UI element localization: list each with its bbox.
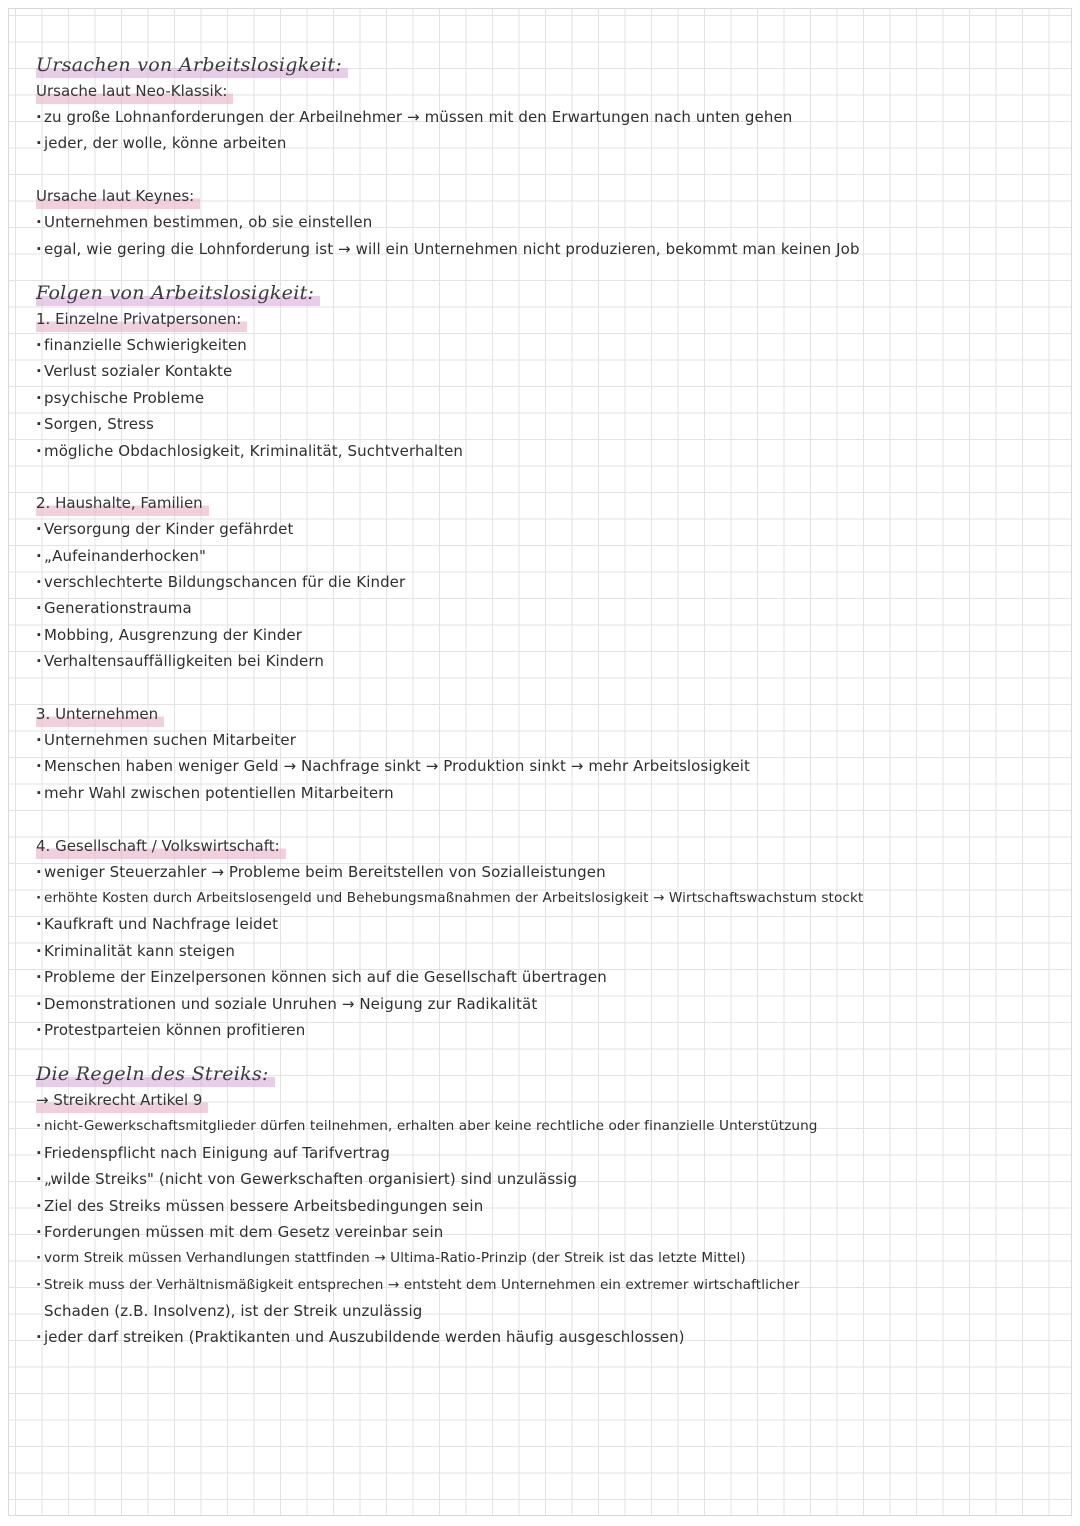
list-item: · Generationstrauma	[36, 595, 1072, 621]
list-item: · Menschen haben weniger Geld → Nachfrage sinkt → Produktion sinkt → mehr Arbeitslosigkeit	[36, 753, 1072, 779]
heading-keynes: Ursache laut Keynes:	[36, 183, 200, 209]
heading-privatpersonen: 1. Einzelne Privatpersonen:	[36, 306, 247, 332]
list-item: · „Aufeinanderhocken"	[36, 543, 1072, 569]
list-item: · psychische Probleme	[36, 385, 1072, 411]
section-ursachen	[36, 52, 1072, 262]
section-title-folgen: Folgen von Arbeitslosigkeit:	[36, 280, 320, 306]
heading-gesellschaft: 4. Gesellschaft / Volkswirtschaft:	[36, 833, 286, 859]
list-item: · Ziel des Streiks müssen bessere Arbeitsbedingungen sein	[36, 1193, 1072, 1219]
list-streik	[36, 1113, 1072, 1351]
list-item: · jeder, der wolle, könne arbeiten	[36, 130, 1072, 156]
list-item: · verschlechterte Bildungschancen für die Kinder	[36, 569, 1072, 595]
list-item: · Streik muss der Verhältnismäßigkeit entsprechen → entsteht dem Unternehmen ein extremer wirtschaftlicher	[36, 1272, 1072, 1298]
section-folgen	[36, 280, 1072, 1043]
list-item: · „wilde Streiks" (nicht von Gewerkschaften organisiert) sind unzulässig	[36, 1166, 1072, 1192]
list-item: · Kaufkraft und Nachfrage leidet	[36, 911, 1072, 937]
list-item: · vorm Streik müssen Verhandlungen stattfinden → Ultima-Ratio-Prinzip (der Streik ist das letzte Mittel)	[36, 1245, 1072, 1271]
list-item: · mehr Wahl zwischen potentiellen Mitarbeitern	[36, 780, 1072, 806]
heading-haushalte: 2. Haushalte, Familien	[36, 490, 209, 516]
list-item: · finanzielle Schwierigkeiten	[36, 332, 1072, 358]
notes-content	[36, 52, 1072, 1351]
list-item: · Mobbing, Ausgrenzung der Kinder	[36, 622, 1072, 648]
list-item: · Verhaltensauffälligkeiten bei Kindern	[36, 648, 1072, 674]
list-item: · Friedenspflicht nach Einigung auf Tarifvertrag	[36, 1140, 1072, 1166]
section-title-streik: Die Regeln des Streiks:	[36, 1061, 275, 1087]
list-item: · mögliche Obdachlosigkeit, Kriminalität, Suchtverhalten	[36, 438, 1072, 464]
section-streik	[36, 1061, 1072, 1351]
heading-unternehmen: 3. Unternehmen	[36, 701, 164, 727]
list-gesellschaft	[36, 859, 1072, 1044]
list-haushalte	[36, 516, 1072, 674]
list-item: · nicht-Gewerkschaftsmitglieder dürfen teilnehmen, erhalten aber keine rechtliche oder finanzielle Unterstützung	[36, 1113, 1072, 1139]
list-item: · weniger Steuerzahler → Probleme beim Bereitstellen von Sozialleistungen	[36, 859, 1072, 885]
section-title-ursachen: Ursachen von Arbeitslosigkeit:	[36, 52, 348, 78]
list-neo-klassik	[36, 104, 1072, 157]
list-item: · jeder darf streiken (Praktikanten und Auszubildende werden häufig ausgeschlossen)	[36, 1324, 1072, 1350]
list-privatpersonen	[36, 332, 1072, 464]
list-item: Schaden (z.B. Insolvenz), ist der Streik unzulässig	[44, 1302, 423, 1321]
heading-neo-klassik: Ursache laut Neo-Klassik:	[36, 78, 233, 104]
list-item: · Demonstrationen und soziale Unruhen → Neigung zur Radikalität	[36, 991, 1072, 1017]
list-item: · egal, wie gering die Lohnforderung ist → will ein Unternehmen nicht produzieren, bekommt man keinen Job	[36, 236, 1072, 262]
list-item: · Kriminalität kann steigen	[36, 938, 1072, 964]
list-keynes	[36, 209, 1072, 262]
list-item: · Unternehmen suchen Mitarbeiter	[36, 727, 1072, 753]
heading-streikrecht: → Streikrecht Artikel 9	[36, 1087, 208, 1113]
list-item: · Forderungen müssen mit dem Gesetz vereinbar sein	[36, 1219, 1072, 1245]
list-item: · zu große Lohnanforderungen der Arbeilnehmer → müssen mit den Erwartungen nach unten gehen	[36, 104, 1072, 130]
list-item: · Verlust sozialer Kontakte	[36, 358, 1072, 384]
list-item: · Protestparteien können profitieren	[36, 1017, 1072, 1043]
list-unternehmen	[36, 727, 1072, 806]
list-item: · Versorgung der Kinder gefährdet	[36, 516, 1072, 542]
list-item: · Probleme der Einzelpersonen können sich auf die Gesellschaft übertragen	[36, 964, 1072, 990]
list-item: · Unternehmen bestimmen, ob sie einstellen	[36, 209, 1072, 235]
list-item: · Sorgen, Stress	[36, 411, 1072, 437]
list-item: · erhöhte Kosten durch Arbeitslosengeld und Behebungsmaßnahmen der Arbeitslosigkeit → Wirtschaftswachstum stockt	[36, 885, 1072, 911]
